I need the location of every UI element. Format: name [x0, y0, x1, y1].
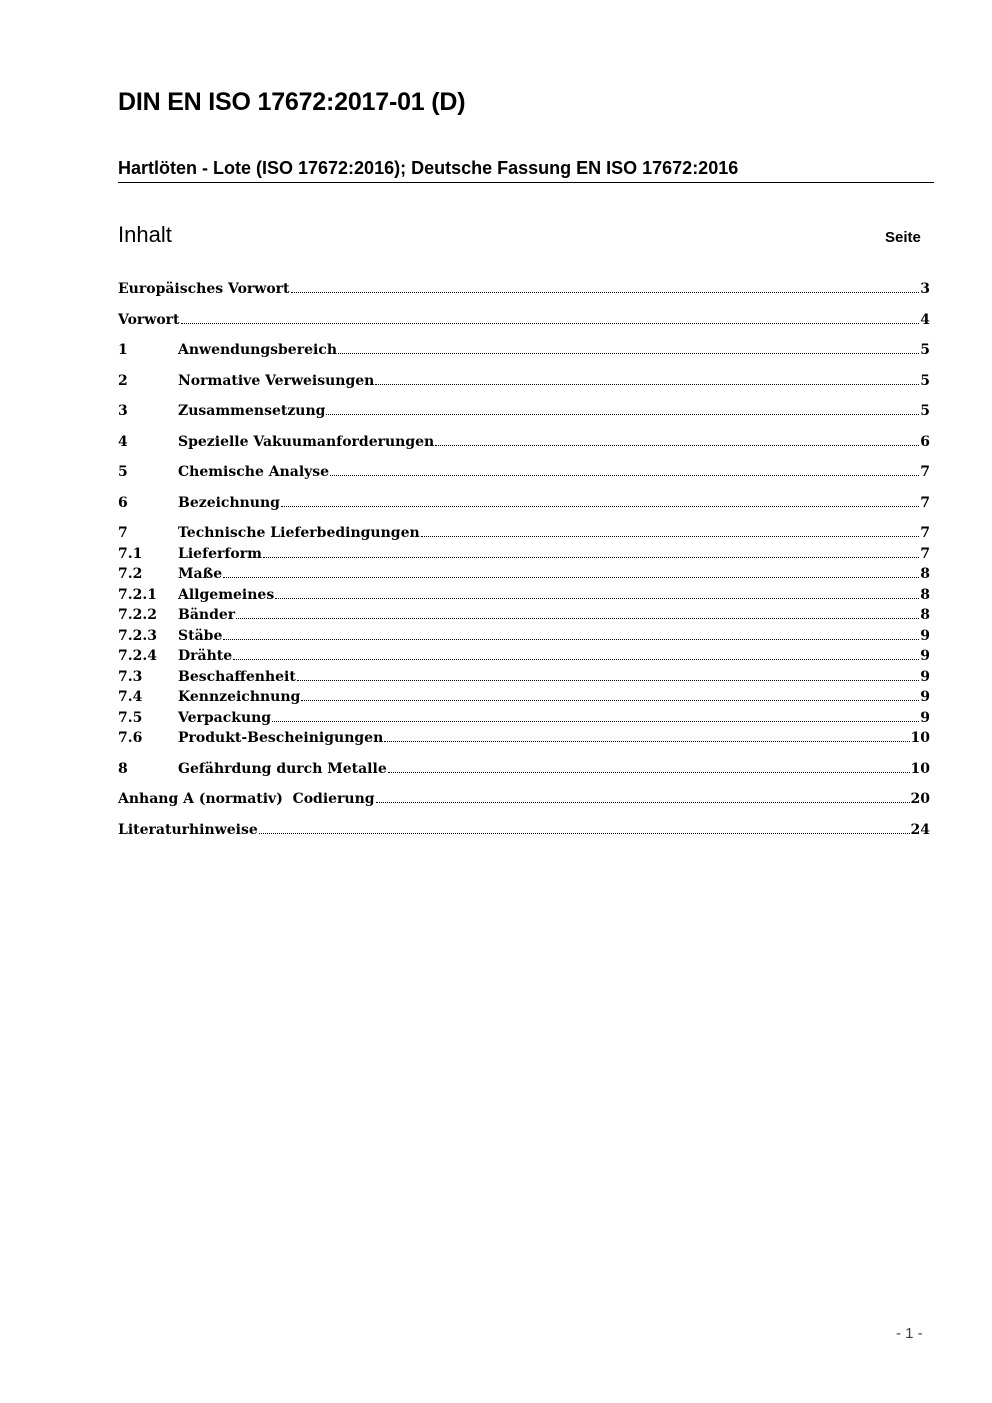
toc-entry-page: 8	[920, 566, 930, 582]
toc-leader	[421, 522, 920, 537]
toc-entry-title: Zusammensetzung	[178, 403, 326, 419]
toc-entry-title: Bänder	[178, 607, 236, 623]
toc-entry-page: 20	[910, 791, 930, 807]
toc-entry-7-2-4[interactable]	[118, 645, 930, 666]
toc-entry-page: 5	[920, 403, 930, 419]
toc-leader	[236, 604, 919, 619]
toc-leader	[181, 309, 920, 324]
toc-entry-page: 8	[920, 607, 930, 623]
toc-entry-title: Vorwort	[118, 311, 180, 328]
toc-entry-page: 9	[920, 648, 930, 664]
toc-leader	[384, 727, 909, 742]
toc-entry-number: 6	[118, 494, 128, 511]
toc-leader	[301, 686, 919, 701]
document-subtitle: Hartlöten - Lote (ISO 17672:2016); Deutsche Fassung EN ISO 17672:2016	[118, 158, 934, 183]
toc-leader	[376, 788, 910, 803]
toc-entry-number: 7.3	[118, 668, 143, 685]
toc-leader	[375, 370, 919, 385]
toc-entry-number: 7.2	[118, 566, 143, 582]
toc-entry-number: 8	[118, 760, 128, 777]
toc-entry-title: Chemische Analyse	[178, 464, 330, 480]
toc-entry-number: 1	[118, 342, 128, 358]
toc-entry-page: 24	[910, 821, 930, 838]
toc-entry-title: Maße	[178, 566, 223, 582]
toc-leader	[330, 461, 919, 476]
toc-entry-page: 9	[920, 668, 930, 685]
toc-entry-number: 2	[118, 372, 128, 389]
toc-entry-page: 3	[920, 281, 930, 297]
toc-entry-page: 7	[920, 464, 930, 480]
toc-entry-3[interactable]	[118, 400, 930, 421]
page-column-label: Seite	[885, 229, 921, 246]
toc-entry-7-2-2[interactable]	[118, 604, 930, 625]
toc-entry-number: 7.5	[118, 709, 143, 726]
toc-entry-number: 3	[118, 403, 128, 419]
toc-entry-bibliography[interactable]	[118, 819, 930, 840]
toc-leader	[297, 666, 919, 681]
toc-entry-page: 9	[920, 689, 930, 705]
toc-entry-european-foreword[interactable]	[118, 278, 930, 299]
toc-leader	[281, 492, 919, 507]
toc-entry-page: 7	[920, 494, 930, 511]
toc-entry-title: Anhang A (normativ) Codierung	[118, 791, 375, 807]
toc-entry-1[interactable]	[118, 339, 930, 360]
toc-leader	[291, 278, 920, 293]
page-number: - 1 -	[896, 1325, 923, 1342]
toc-entry-page: 5	[920, 342, 930, 358]
toc-entry-number: 7.2.3	[118, 627, 157, 644]
toc-leader	[263, 543, 919, 558]
toc-entry-title: Beschaffenheit	[178, 668, 296, 685]
toc-entry-title: Bezeichnung	[178, 494, 280, 511]
toc-entry-page: 6	[920, 433, 930, 450]
toc-entry-page: 9	[920, 709, 930, 726]
contents-heading: Inhalt	[118, 222, 172, 247]
toc-entry-2[interactable]	[118, 370, 930, 391]
toc-entry-number: 4	[118, 433, 128, 450]
toc-entry-title: Literaturhinweise	[118, 821, 258, 838]
toc-entry-title: Stäbe	[178, 627, 223, 644]
toc-entry-5[interactable]	[118, 461, 930, 482]
toc-entry-7-4[interactable]	[118, 686, 930, 707]
toc-entry-page: 9	[920, 627, 930, 644]
toc-entry-4[interactable]	[118, 431, 930, 452]
toc-entry-number: 7	[118, 525, 128, 541]
table-of-contents	[118, 278, 930, 839]
toc-entry-7-2-1[interactable]	[118, 584, 930, 605]
toc-entry-page: 10	[910, 730, 930, 746]
toc-entry-title: Kennzeichnung	[178, 689, 301, 705]
document-title: DIN EN ISO 17672:2017-01 (D)	[118, 88, 466, 116]
toc-entry-title: Europäisches Vorwort	[118, 281, 290, 297]
toc-leader	[272, 707, 919, 722]
toc-leader	[223, 563, 919, 578]
toc-entry-title: Anwendungsbereich	[178, 342, 337, 358]
toc-entry-number: 7.2.1	[118, 586, 157, 603]
toc-entry-title: Normative Verweisungen	[178, 372, 375, 389]
toc-entry-page: 8	[920, 586, 930, 603]
toc-entry-page: 7	[920, 545, 930, 562]
toc-leader	[275, 584, 919, 599]
toc-entry-number: 7.2.4	[118, 648, 157, 664]
toc-entry-title: Technische Lieferbedingungen	[178, 525, 420, 541]
toc-entry-number: 5	[118, 464, 128, 480]
toc-entry-foreword[interactable]	[118, 309, 930, 330]
toc-entry-title: Gefährdung durch Metalle	[178, 760, 387, 777]
toc-leader	[259, 819, 910, 834]
toc-entry-7-3[interactable]	[118, 666, 930, 687]
toc-entry-6[interactable]	[118, 492, 930, 513]
toc-entry-page: 10	[910, 760, 930, 777]
toc-entry-number: 7.4	[118, 689, 143, 705]
toc-entry-title: Lieferform	[178, 545, 262, 562]
toc-entry-title: Allgemeines	[178, 586, 275, 603]
toc-leader	[435, 431, 919, 446]
toc-entry-annex-a[interactable]	[118, 788, 930, 809]
toc-entry-title: Drähte	[178, 648, 233, 664]
toc-entry-number: 7.1	[118, 545, 143, 562]
toc-entry-title: Verpackung	[178, 709, 272, 726]
toc-entry-number: 7.2.2	[118, 607, 157, 623]
toc-leader	[326, 400, 919, 415]
toc-entry-title: Produkt-Bescheinigungen	[178, 730, 384, 746]
toc-entry-page: 7	[920, 525, 930, 541]
toc-leader	[388, 758, 910, 773]
toc-leader	[338, 339, 919, 354]
toc-entry-7-2-3[interactable]	[118, 625, 930, 646]
toc-entry-7-5[interactable]	[118, 707, 930, 728]
toc-leader	[233, 645, 919, 660]
toc-entry-title: Spezielle Vakuumanforderungen	[178, 433, 435, 450]
toc-entry-page: 4	[920, 311, 930, 328]
toc-entry-number: 7.6	[118, 730, 143, 746]
toc-entry-page: 5	[920, 372, 930, 389]
toc-entry-7[interactable]	[118, 522, 930, 543]
toc-leader	[223, 625, 919, 640]
toc-entry-7-6[interactable]	[118, 727, 930, 748]
toc-entry-8[interactable]	[118, 758, 930, 779]
toc-entry-7-1[interactable]	[118, 543, 930, 564]
toc-entry-7-2[interactable]	[118, 563, 930, 584]
